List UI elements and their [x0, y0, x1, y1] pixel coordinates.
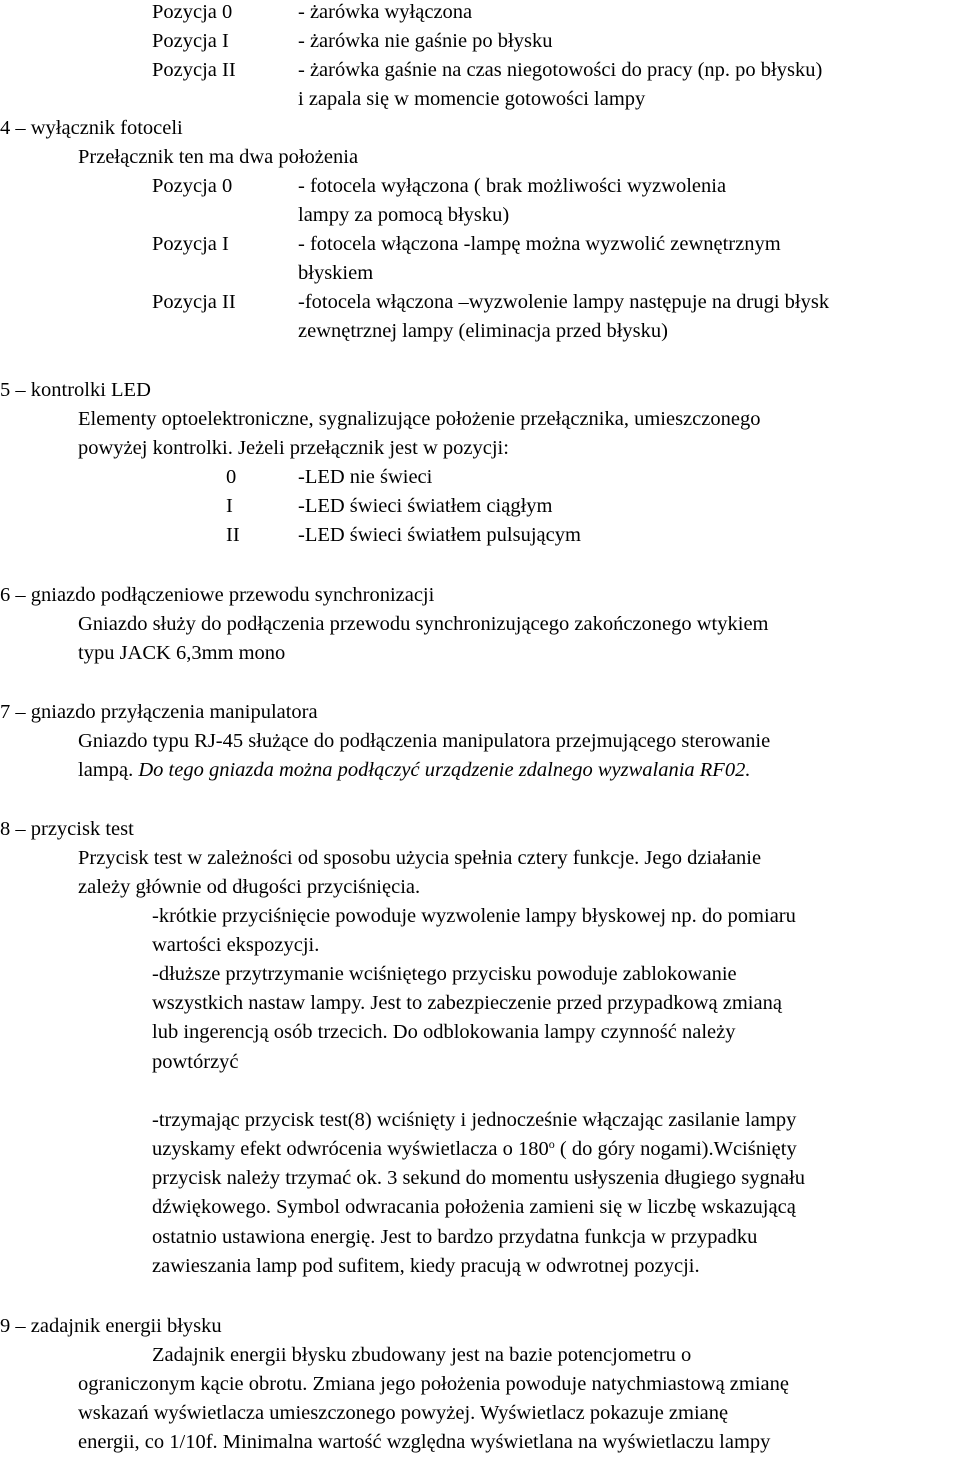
section-number: 6 [0, 584, 11, 606]
paragraph-text: lampą. [78, 759, 139, 781]
paragraph-line: Gniazdo typu RJ-45 służące do podłączenia manipulatora przejmującego sterowanie [78, 730, 771, 752]
position-label: Pozycja II [152, 291, 236, 313]
section-heading-4: 4 – wyłącznik fotoceli [0, 117, 183, 139]
section-title: przycisk test [30, 818, 134, 840]
bullet-line: -dłuższe przytrzymanie wciśniętego przycisku powoduje zablokowanie [152, 963, 737, 985]
position-desc: - fotocela włączona -lampę można wyzwolić zewnętrznym [298, 233, 781, 255]
led-state-label: II [226, 524, 240, 546]
position-desc: -fotocela włączona –wyzwolenie lampy następuje na drugi błysk [298, 291, 830, 313]
bullet-line: zawieszania lamp pod sufitem, kiedy pracują w odwrotnej pozycji. [152, 1255, 700, 1277]
section-heading-7: 7 – gniazdo przyłączenia manipulatora [0, 701, 318, 723]
section-number: 7 [0, 701, 11, 723]
bullet-line: -krótkie przyciśnięcie powoduje wyzwolenie lampy błyskowej np. do pomiaru [152, 905, 796, 927]
led-state-desc: -LED świeci światłem ciągłym [298, 495, 553, 517]
position-desc-cont: zewnętrznej lampy (eliminacja przed błysku) [298, 320, 668, 342]
bullet-line: wszystkich nastaw lampy. Jest to zabezpieczenie przed przypadkową zmianą [152, 992, 782, 1014]
section-intro: Przełącznik ten ma dwa położenia [78, 146, 359, 168]
position-desc: - żarówka wyłączona [298, 1, 473, 23]
paragraph-line: energii, co 1/10f. Minimalna wartość względna wyświetlana na wyświetlaczu lampy [78, 1431, 771, 1453]
paragraph-line: Elementy optoelektroniczne, sygnalizujące położenie przełącznika, umieszczonego [78, 408, 761, 430]
section-title: wyłącznik fotoceli [30, 117, 183, 139]
paragraph-line: wskazań wyświetlacza umieszczonego powyżej. Wyświetlacz pokazuje zmianę [78, 1402, 729, 1424]
bullet-line: -trzymając przycisk test(8) wciśnięty i jednocześnie włączając zasilanie lampy [152, 1109, 797, 1131]
paragraph-line [78, 758, 750, 782]
section-heading-5: 5 – kontrolki LED [0, 379, 151, 401]
led-state-label: 0 [226, 466, 237, 488]
section-title: kontrolki LED [30, 379, 151, 401]
section-number: 9 [0, 1315, 11, 1337]
section-number: 8 [0, 818, 11, 840]
degree-superscript: o [548, 1137, 555, 1151]
bullet-line: ostatnio ustawiona energię. Jest to bardzo przydatna funkcja w przypadku [152, 1226, 758, 1248]
bullet-text: uzyskamy efekt odwrócenia wyświetlacza o 180 [152, 1138, 549, 1160]
led-state-desc: -LED świeci światłem pulsującym [298, 524, 581, 546]
bullet-line [152, 1137, 797, 1161]
bullet-line: dźwiękowego. Symbol odwracania położenia zamieni się w liczbę wskazującą [152, 1196, 796, 1218]
position-label: Pozycja 0 [152, 1, 233, 23]
section-heading-9: 9 – zadajnik energii błysku [0, 1315, 222, 1337]
position-desc: - fotocela wyłączona ( brak możliwości wyzwolenia [298, 175, 727, 197]
position-label: Pozycja 0 [152, 175, 233, 197]
bullet-line: powtórzyć [152, 1051, 239, 1073]
paragraph-line: typu JACK 6,3mm mono [78, 642, 286, 664]
position-label: Pozycja I [152, 233, 229, 255]
paragraph-line: powyżej kontrolki. Jeżeli przełącznik jest w pozycji: [78, 437, 509, 459]
position-label: Pozycja II [152, 59, 236, 81]
section-title: gniazdo przyłączenia manipulatora [30, 701, 318, 723]
bullet-line: wartości ekspozycji. [152, 934, 320, 956]
position-desc: - żarówka gaśnie na czas niegotowości do pracy (np. po błysku) [298, 59, 823, 81]
paragraph-italic-text: Do tego gniazda można podłączyć urządzenie zdalnego wyzwalania RF02. [138, 759, 751, 781]
paragraph-line: ograniczonym kącie obrotu. Zmiana jego położenia powoduje natychmiastową zmianę [78, 1373, 789, 1395]
paragraph-line: Zadajnik energii błysku zbudowany jest na bazie potencjometru o [152, 1344, 692, 1366]
position-label: Pozycja I [152, 30, 229, 52]
position-desc-cont: i zapala się w momencie gotowości lampy [298, 88, 646, 110]
bullet-line: lub ingerencją osób trzecich. Do odblokowania lampy czynność należy [152, 1021, 736, 1043]
paragraph-line: zależy głównie od długości przyciśnięcia. [78, 876, 421, 898]
section-heading-6: 6 – gniazdo podłączeniowe przewodu synchronizacji [0, 584, 435, 606]
led-state-desc: -LED nie świeci [298, 466, 433, 488]
position-desc: - żarówka nie gaśnie po błysku [298, 30, 553, 52]
paragraph-line: Przycisk test w zależności od sposobu użycia spełnia cztery funkcje. Jego działanie [78, 847, 762, 869]
section-number: 4 [0, 117, 11, 139]
section-title: gniazdo podłączeniowe przewodu synchronizacji [30, 584, 435, 606]
section-number: 5 [0, 379, 11, 401]
bullet-text: ( do góry nogami).Wciśnięty [554, 1138, 797, 1160]
led-state-label: I [226, 495, 233, 517]
section-title: zadajnik energii błysku [30, 1315, 222, 1337]
section-heading-8: 8 – przycisk test [0, 818, 134, 840]
paragraph-line: Gniazdo służy do podłączenia przewodu synchronizującego zakończonego wtykiem [78, 613, 769, 635]
bullet-line: przycisk należy trzymać ok. 3 sekund do momentu usłyszenia długiego sygnału [152, 1167, 805, 1189]
position-desc-cont: lampy za pomocą błysku) [298, 204, 510, 226]
position-desc-cont: błyskiem [298, 262, 374, 284]
